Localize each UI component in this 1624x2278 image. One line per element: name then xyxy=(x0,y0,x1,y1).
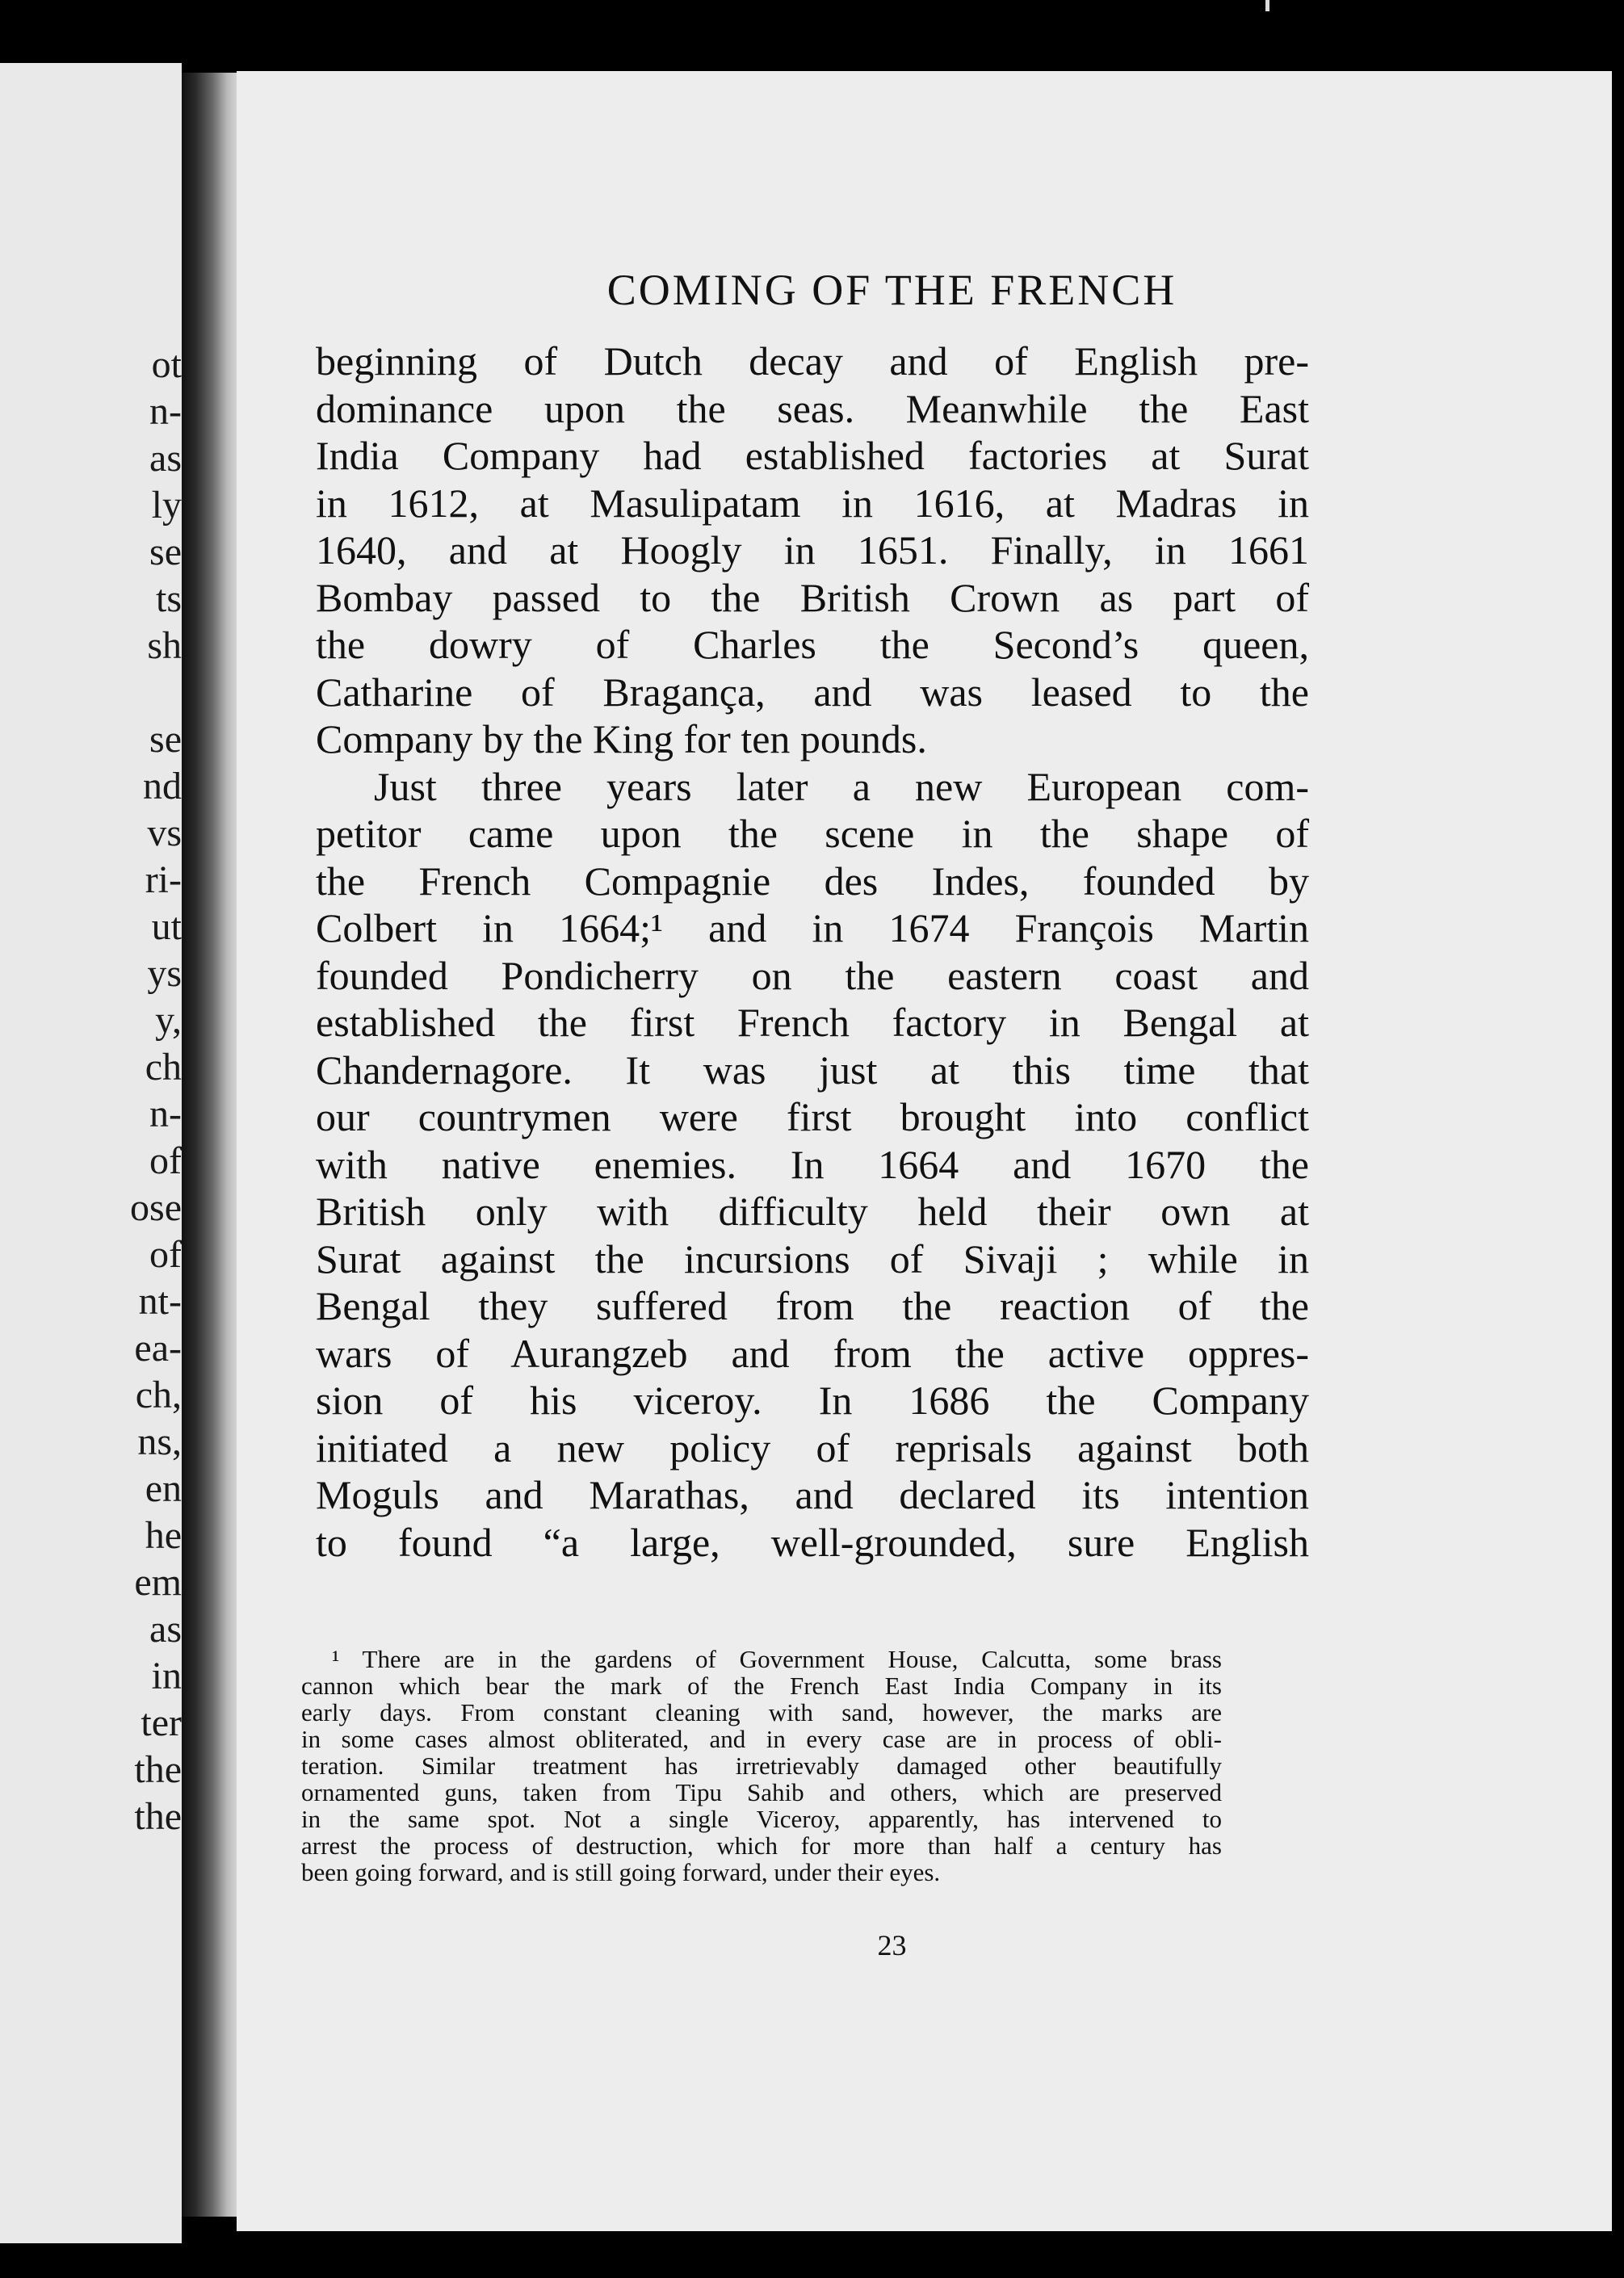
text-line: our countrymen were first brought into conflict xyxy=(316,1094,1309,1139)
fragment-line: ri- xyxy=(145,858,182,901)
right-page xyxy=(237,71,1612,2231)
fragment-line: ts xyxy=(155,577,182,620)
text-line: founded Pondicherry on the eastern coast and xyxy=(316,952,1309,998)
text-line: India Company had established factories at Surat xyxy=(316,433,1309,478)
body-text xyxy=(316,338,1309,1566)
fragment-line: sh xyxy=(147,624,182,667)
fragment-line: ch, xyxy=(135,1374,182,1416)
fragment-line: n- xyxy=(149,1093,182,1135)
fragment-line: y, xyxy=(155,999,182,1042)
fragment-line: vs xyxy=(147,812,182,854)
footnote-line: ornamented guns, taken from Tipu Sahib and others, which are preserved xyxy=(301,1778,1222,1806)
text-line: beginning of Dutch decay and of English pre- xyxy=(316,338,1309,384)
fragment-line: ly xyxy=(151,484,182,526)
fragment-line: ys xyxy=(147,952,182,995)
text-line: the dowry of Charles the Second’s queen, xyxy=(316,622,1309,667)
fragment-line: em xyxy=(134,1561,182,1604)
text-line: Company by the King for ten pounds. xyxy=(316,716,927,761)
text-line: petitor came upon the scene in the shape of xyxy=(316,811,1309,856)
text-line: the French Compagnie des Indes, founded by xyxy=(316,858,1309,904)
text-line: Colbert in 1664;¹ and in 1674 François Martin xyxy=(316,905,1309,950)
text-line: sion of his viceroy. In 1686 the Company xyxy=(316,1378,1309,1423)
fragment-line: the xyxy=(134,1795,182,1838)
left-page-text-fragments xyxy=(44,342,182,1840)
text-line: Surat against the incursions of Sivaji ; while in xyxy=(316,1235,1309,1282)
text-line: 1640, and at Hoogly in 1651. Finally, in 1661 xyxy=(316,527,1309,573)
running-head: COMING OF THE FRENCH xyxy=(606,266,1177,314)
fragment-line: nd xyxy=(143,765,182,808)
text-line: with native enemies. In 1664 and 1670 the xyxy=(316,1141,1309,1187)
footnote-line: early days. From constant cleaning with sand, however, the marks are xyxy=(301,1698,1222,1726)
text-line: Bengal they suffered from the reaction of the xyxy=(316,1283,1309,1328)
fragment-line: n- xyxy=(149,390,182,433)
text-line: Chandernagore. It was just at this time that xyxy=(316,1047,1309,1093)
fragment-line: ea- xyxy=(134,1327,182,1370)
fragment-line: se xyxy=(149,531,182,573)
left-page-edge xyxy=(0,63,182,2243)
text-line: to found “a large, well-grounded, sure English xyxy=(316,1519,1309,1565)
fragment-line: as xyxy=(149,1608,182,1651)
fragment-line: ch xyxy=(145,1046,182,1089)
fragment-line: ns, xyxy=(137,1420,182,1463)
footnote-line: teration. Similar treatment has irretrievably damaged other beautifully xyxy=(301,1752,1222,1780)
footnote-line: been going forward, and is still going forward, under their eyes. xyxy=(301,1858,941,1886)
footnote-line: cannon which bear the mark of the French East India Company in its xyxy=(301,1672,1222,1700)
fragment-line: ter xyxy=(141,1701,182,1744)
text-line: established the first French factory in Bengal at xyxy=(316,1000,1309,1045)
text-line: dominance upon the seas. Meanwhile the East xyxy=(316,385,1309,431)
text-line: Moguls and Marathas, and declared its intention xyxy=(316,1472,1309,1517)
scan-mark xyxy=(1265,0,1269,11)
footnote-line: arrest the process of destruction, which for more than half a century has xyxy=(301,1831,1222,1860)
footnote xyxy=(301,1646,1222,1886)
text-line: Bombay passed to the British Crown as part of xyxy=(316,574,1309,620)
fragment-line: ot xyxy=(151,343,182,386)
text-line: initiated a new policy of reprisals against both xyxy=(316,1424,1309,1470)
book-gutter xyxy=(182,73,238,2217)
footnote-line: in some cases almost obliterated, and in every case are in process of obli- xyxy=(301,1725,1222,1753)
fragment-line: in xyxy=(151,1655,182,1697)
fragment-line: he xyxy=(145,1514,182,1557)
text-line: British only with difficulty held their own at xyxy=(316,1189,1309,1234)
fragment-line: se xyxy=(149,718,182,761)
footnote-line: ¹ There are in the gardens of Government House, Calcutta, some brass xyxy=(332,1645,1222,1673)
fragment-line: the xyxy=(134,1748,182,1791)
text-line: Catharine of Bragança, and was leased to the xyxy=(316,669,1309,715)
footnote-line: in the same spot. Not a single Viceroy, apparently, has intervened to xyxy=(301,1805,1222,1833)
fragment-line: nt- xyxy=(138,1280,182,1323)
page-number: 23 xyxy=(877,1929,907,1961)
fragment-line: of xyxy=(149,1233,182,1276)
fragment-line: ose xyxy=(130,1186,182,1229)
text-line: Just three years later a new European com- xyxy=(374,763,1309,809)
text-line: in 1612, at Masulipatam in 1616, at Madras in xyxy=(316,480,1309,526)
fragment-line: en xyxy=(145,1467,182,1510)
text-line: wars of Aurangzeb and from the active oppres- xyxy=(316,1330,1309,1376)
fragment-line: ut xyxy=(151,905,182,948)
fragment-line: of xyxy=(149,1139,182,1182)
fragment-line: as xyxy=(149,437,182,480)
fragment-line xyxy=(44,669,182,716)
